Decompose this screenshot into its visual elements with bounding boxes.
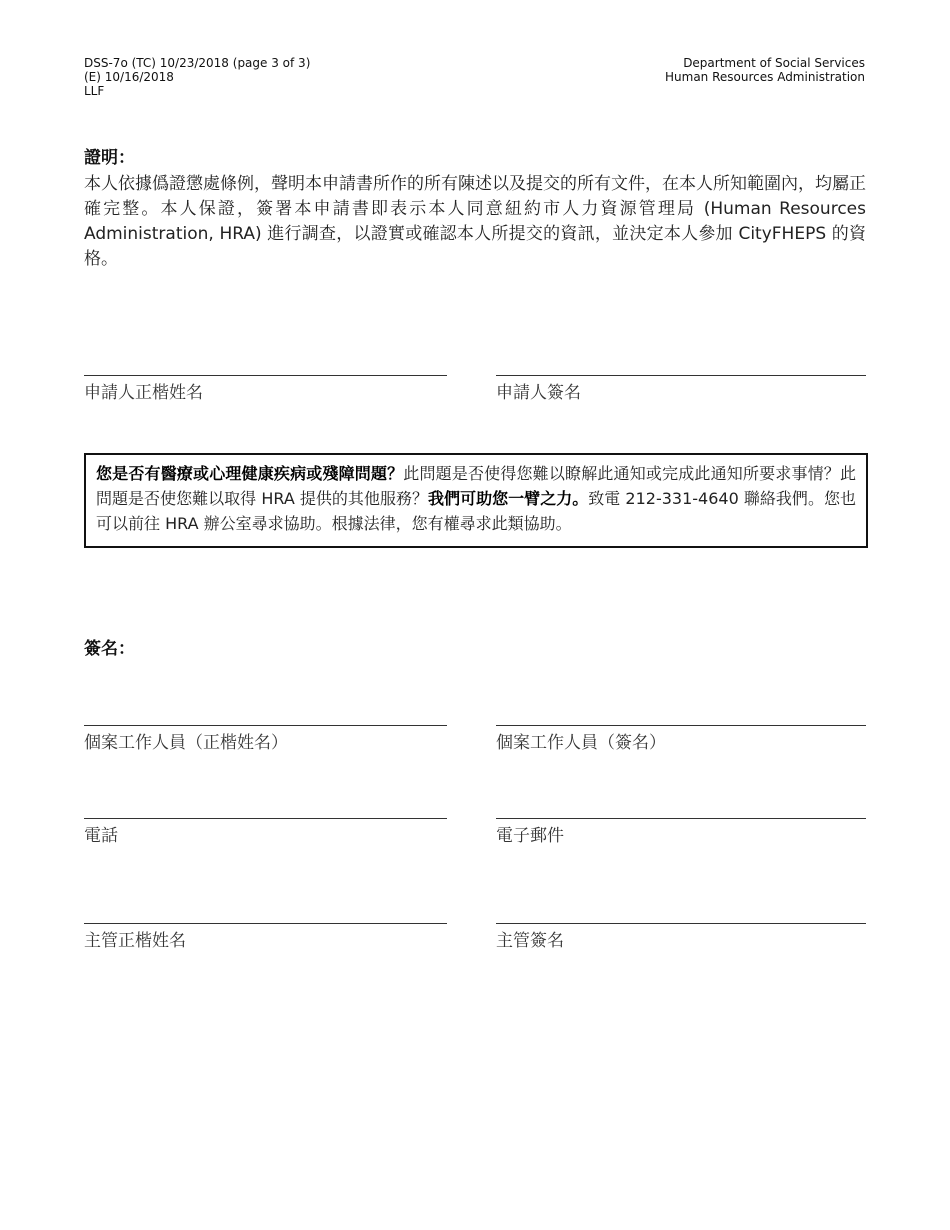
form-code: LLF	[84, 84, 105, 98]
applicant-name-label: 申請人正楷姓名	[84, 383, 203, 403]
caseworker-signature-label: 個案工作人員（簽名）	[496, 733, 666, 753]
email-field[interactable]	[496, 818, 866, 846]
accessibility-notice	[84, 453, 868, 548]
phone-label: 電話	[84, 826, 118, 846]
form-header-left	[84, 56, 310, 98]
supervisor-name-label: 主管正楷姓名	[84, 931, 186, 951]
supervisor-name-line	[84, 923, 447, 924]
caseworker-signature-field[interactable]	[496, 725, 866, 753]
form-edition: (E) 10/16/2018	[84, 70, 174, 84]
applicant-signature-line	[496, 375, 866, 376]
supervisor-signature-line	[496, 923, 866, 924]
supervisor-signature-field[interactable]	[496, 923, 866, 951]
caseworker-name-field[interactable]	[84, 725, 447, 753]
signatures-heading: 簽名：	[84, 639, 135, 659]
department-name: Department of Social Services	[683, 56, 865, 70]
caseworker-name-label: 個案工作人員（正楷姓名）	[84, 733, 288, 753]
email-line	[496, 818, 866, 819]
phone-field[interactable]	[84, 818, 447, 846]
notice-question: 您是否有醫療或心理健康疾病或殘障問題？	[96, 464, 404, 483]
agency-name: Human Resources Administration	[665, 70, 865, 84]
applicant-name-field[interactable]	[84, 375, 447, 403]
caseworker-name-line	[84, 725, 447, 726]
form-id: DSS-7o (TC) 10/23/2018 (page 3 of 3)	[84, 56, 311, 70]
certification-text: 本人依據僞證懲處條例，聲明本申請書所作的所有陳述以及提交的所有文件，在本人所知範圍內，均屬正確完整。本人保證，簽署本申請書即表示本人同意紐約市人力資源管理局 (Human Resources Administration, HRA) 進行調查，以證實或確認本人所提交的資訊，並決定本人參加 CityFHEPS 的資格。	[84, 174, 866, 269]
certification-heading: 證明：	[84, 148, 135, 168]
applicant-name-line	[84, 375, 447, 376]
caseworker-signature-line	[496, 725, 866, 726]
supervisor-signature-label: 主管簽名	[496, 931, 564, 951]
applicant-signature-field[interactable]	[496, 375, 866, 403]
applicant-signature-label: 申請人簽名	[496, 383, 581, 403]
notice-text-1: 此問題是否使得您難以瞭解此通知或完成此通知所要求事情？此問題是否使您難以取得 HRA 提供的其他服務？	[96, 464, 856, 508]
notice-help: 我們可助您一臂之力。	[428, 489, 589, 508]
form-header-right	[665, 56, 865, 84]
notice-text-2: 致電 212-331-4640 聯絡我們。您也可以前往 HRA 辦公室尋求協助。根據法律，您有權尋求此類協助。	[96, 489, 856, 533]
supervisor-name-field[interactable]	[84, 923, 447, 951]
phone-line	[84, 818, 447, 819]
email-label: 電子郵件	[496, 826, 564, 846]
